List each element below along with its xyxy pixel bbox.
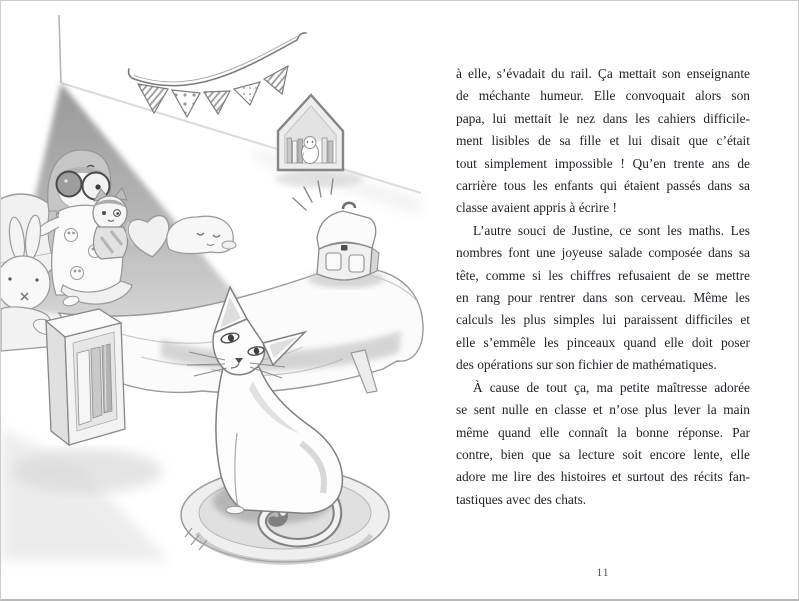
text-line: nombres font une joyeuse salade composée dans sa	[456, 245, 750, 261]
paragraph	[456, 377, 750, 511]
text-line: tastiques avec des chats.	[456, 491, 587, 507]
bedroom-illustration	[1, 1, 431, 601]
text-line: papa, lui mettait le nez dans les cahiers difficile-	[456, 110, 750, 126]
satchel-handle	[343, 203, 355, 209]
bird-figurine	[302, 137, 319, 164]
text-page	[456, 1, 750, 601]
text-line: de méchante humeur. Elle convoquait alors son	[456, 88, 750, 104]
page-number: 11	[596, 567, 610, 579]
sleeping-plush	[167, 216, 236, 253]
story-text	[456, 63, 750, 511]
text-line: contre, bien que sa lecture soit encore lente, elle	[456, 446, 750, 462]
text-line: carrière tous les enfants qui étaient passés dans sa	[456, 178, 750, 194]
satchel-pocket	[349, 255, 364, 272]
text-line: même quand elle connaît la bonne réponse. Par	[456, 424, 750, 440]
satchel-clasp	[341, 245, 348, 251]
text-line: elle s’emmêle les pinceaux quand elle doit poser	[456, 334, 750, 350]
text-line: calculs les plus simples lui paraissent difficiles et	[456, 312, 750, 328]
text-line: en rang pour rentrer dans son cerveau. Même les	[456, 290, 750, 306]
flag-dots-2	[234, 82, 260, 105]
house-shaped-shelf	[275, 95, 363, 188]
text-line: L’autre souci de Justine, ce sont les maths. Les	[473, 222, 750, 238]
pennant-garland	[129, 33, 306, 117]
plush-cat	[93, 188, 128, 259]
text-line: adore me lire des histoires et surtout des récits fan-	[456, 469, 750, 485]
satchel-pocket	[326, 253, 341, 270]
flag-stripes-2	[204, 91, 230, 114]
text-line: se sent nulle en classe et n’ose plus lever la main	[456, 402, 750, 418]
cat-paw	[226, 506, 244, 514]
paragraph	[456, 220, 750, 377]
text-line: ment lisibles de sa fille et lui disait que c’était	[456, 133, 750, 149]
paragraph	[456, 63, 750, 220]
text-line: tout simplement impossible ! Qu’en trente ans de	[456, 155, 750, 171]
text-line: tête, comme si les chiffres refusaient de se mettre	[456, 267, 750, 283]
text-line: des opérations sur son fichier de mathématiques.	[456, 357, 717, 373]
text-line: classe avaient appris à écrire !	[456, 200, 617, 216]
text-line: À cause de tout ça, ma petite maîtresse adorée	[473, 379, 750, 395]
flag-dots-1	[172, 90, 200, 117]
text-line: à elle, s’évadait du rail. Ça mettait son enseignante	[456, 66, 750, 81]
flag-stripes-3	[264, 66, 288, 94]
illustration-page	[1, 1, 431, 601]
